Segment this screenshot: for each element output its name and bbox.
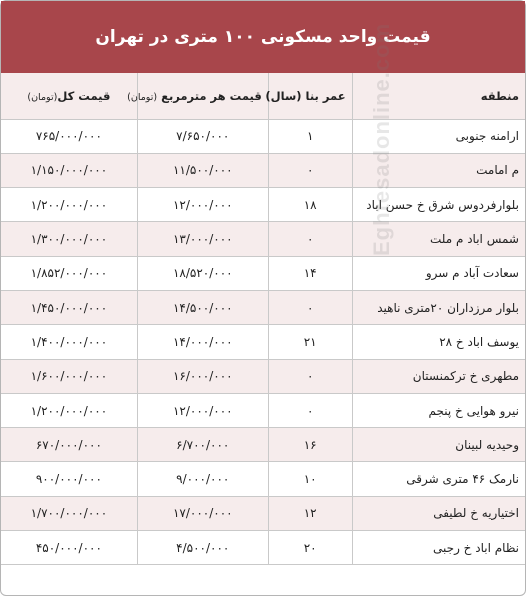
header-age: عمر بنا (سال) <box>268 73 352 119</box>
cell-area: نیرو هوایی خ پنجم <box>352 393 525 427</box>
cell-area: بلوارفردوس شرق خ حسن اباد <box>352 188 525 222</box>
cell-area: اختیاریه خ لطیفی <box>352 496 525 530</box>
cell-area: سعادت آباد م سرو <box>352 256 525 290</box>
cell-age: ۱۲ <box>268 496 352 530</box>
table-row <box>1 188 525 222</box>
cell-age: ۰ <box>268 290 352 324</box>
cell-age: ۱۴ <box>268 256 352 290</box>
cell-area: ارامنه جنوبی <box>352 119 525 153</box>
cell-price-per-meter: ۷/۶۵۰/۰۰۰ <box>137 119 268 153</box>
cell-total-price: ۱/۴۰۰/۰۰۰/۰۰۰ <box>1 325 137 359</box>
cell-age: ۰ <box>268 393 352 427</box>
cell-price-per-meter: ۱۳/۰۰۰/۰۰۰ <box>137 222 268 256</box>
table-title: قیمت واحد مسکونی ۱۰۰ متری در تهران <box>1 1 525 73</box>
cell-area: نظام اباد خ رجبی <box>352 531 525 565</box>
cell-price-per-meter: ۱۷/۰۰۰/۰۰۰ <box>137 496 268 530</box>
cell-price-per-meter: ۱۶/۰۰۰/۰۰۰ <box>137 359 268 393</box>
cell-total-price: ۹۰۰/۰۰۰/۰۰۰ <box>1 462 137 496</box>
cell-total-price: ۱/۱۵۰/۰۰۰/۰۰۰ <box>1 153 137 187</box>
cell-area: مطهری خ ترکمنستان <box>352 359 525 393</box>
cell-price-per-meter: ۹/۰۰۰/۰۰۰ <box>137 462 268 496</box>
table-row <box>1 393 525 427</box>
watermark: Eghtesadonline.com <box>369 22 394 256</box>
cell-price-per-meter: ۶/۷۰۰/۰۰۰ <box>137 428 268 462</box>
cell-total-price: ۱/۲۰۰/۰۰۰/۰۰۰ <box>1 188 137 222</box>
cell-age: ۰ <box>268 153 352 187</box>
cell-area: شمس اباد م ملت <box>352 222 525 256</box>
cell-age: ۲۰ <box>268 531 352 565</box>
table-row <box>1 256 525 290</box>
table-row <box>1 119 525 153</box>
cell-area: نارمک ۴۶ متری شرقی <box>352 462 525 496</box>
cell-price-per-meter: ۱۲/۰۰۰/۰۰۰ <box>137 188 268 222</box>
cell-age: ۰ <box>268 222 352 256</box>
table-row <box>1 325 525 359</box>
table-row <box>1 359 525 393</box>
table-row <box>1 222 525 256</box>
table-row <box>1 462 525 496</box>
table-row <box>1 496 525 530</box>
cell-price-per-meter: ۱۴/۵۰۰/۰۰۰ <box>137 290 268 324</box>
cell-total-price: ۱/۳۰۰/۰۰۰/۰۰۰ <box>1 222 137 256</box>
table-row <box>1 531 525 565</box>
table-row <box>1 290 525 324</box>
cell-total-price: ۷۶۵/۰۰۰/۰۰۰ <box>1 119 137 153</box>
cell-price-per-meter: ۴/۵۰۰/۰۰۰ <box>137 531 268 565</box>
header-area: منطقه <box>352 73 525 119</box>
cell-age: ۱ <box>268 119 352 153</box>
cell-total-price: ۱/۶۰۰/۰۰۰/۰۰۰ <box>1 359 137 393</box>
cell-total-price: ۱/۴۵۰/۰۰۰/۰۰۰ <box>1 290 137 324</box>
cell-age: ۱۶ <box>268 428 352 462</box>
cell-area: وحیدیه لبینان <box>352 428 525 462</box>
cell-age: ۱۸ <box>268 188 352 222</box>
cell-total-price: ۴۵۰/۰۰۰/۰۰۰ <box>1 531 137 565</box>
cell-area: یوسف اباد خ ۲۸ <box>352 325 525 359</box>
cell-price-per-meter: ۱۸/۵۲۰/۰۰۰ <box>137 256 268 290</box>
cell-price-per-meter: ۱۲/۰۰۰/۰۰۰ <box>137 393 268 427</box>
cell-age: ۰ <box>268 359 352 393</box>
table-header-row <box>1 73 525 119</box>
cell-area: بلوار مرزداران ۲۰متری ناهید <box>352 290 525 324</box>
cell-area: م امامت <box>352 153 525 187</box>
cell-age: ۲۱ <box>268 325 352 359</box>
cell-total-price: ۶۷۰/۰۰۰/۰۰۰ <box>1 428 137 462</box>
table-row <box>1 428 525 462</box>
header-total-price: قیمت کل(تومان) <box>1 73 137 119</box>
cell-price-per-meter: ۱۴/۰۰۰/۰۰۰ <box>137 325 268 359</box>
cell-total-price: ۱/۸۵۲/۰۰۰/۰۰۰ <box>1 256 137 290</box>
cell-total-price: ۱/۲۰۰/۰۰۰/۰۰۰ <box>1 393 137 427</box>
table-row <box>1 153 525 187</box>
cell-age: ۱۰ <box>268 462 352 496</box>
header-price-per-meter: قیمت هر مترمربع (تومان) <box>137 73 268 119</box>
cell-price-per-meter: ۱۱/۵۰۰/۰۰۰ <box>137 153 268 187</box>
price-table <box>1 73 525 565</box>
cell-total-price: ۱/۷۰۰/۰۰۰/۰۰۰ <box>1 496 137 530</box>
